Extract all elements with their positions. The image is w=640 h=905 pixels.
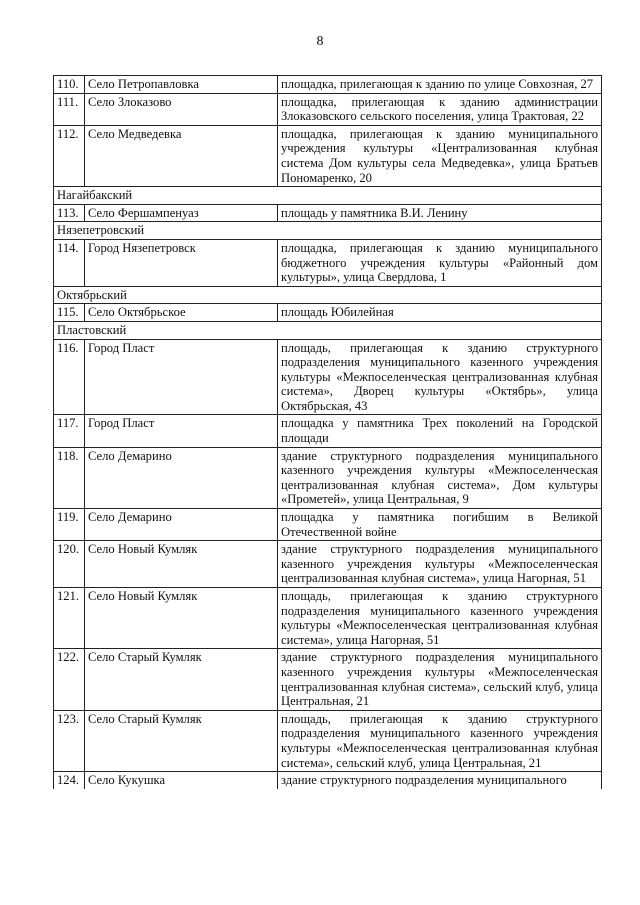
settlement-name: Село Демарино [85, 447, 278, 508]
table-row [54, 339, 602, 415]
location-description: площадь, прилегающая к зданию структурного подразделения муниципального казенного учреждения культуры «Межпоселенческая централизованная клубная система», улица Нагорная, 51 [278, 588, 602, 649]
region-row [54, 222, 602, 240]
row-number: 111. [54, 93, 85, 125]
location-description: здание структурного подразделения муниципального казенного учреждения культуры «Межпоселенческая централизованная клубная система», улица Нагорная, 51 [278, 541, 602, 588]
table-row [54, 772, 602, 789]
location-description: площадь у памятника В.И. Ленину [278, 204, 602, 222]
region-name: Нязепетровский [54, 222, 602, 240]
table-row [54, 447, 602, 508]
location-description: площадь Юбилейная [278, 304, 602, 322]
table-row [54, 125, 602, 186]
row-number: 122. [54, 649, 85, 710]
settlement-name: Село Новый Кумляк [85, 588, 278, 649]
row-number: 112. [54, 125, 85, 186]
location-description: площадь, прилегающая к зданию структурного подразделения муниципального казенного учреждения культуры «Межпоселенческая централизованная клубная система», Дворец культуры «Октябрь», улица Октябрьская, 43 [278, 339, 602, 415]
settlement-name: Село Старый Кумляк [85, 710, 278, 771]
settlement-name: Село Новый Кумляк [85, 541, 278, 588]
settlement-name: Село Петропавловка [85, 76, 278, 94]
table-row [54, 204, 602, 222]
settlement-name: Село Октябрьское [85, 304, 278, 322]
settlement-name: Село Медведевка [85, 125, 278, 186]
row-number: 115. [54, 304, 85, 322]
row-number: 121. [54, 588, 85, 649]
table-row [54, 93, 602, 125]
row-number: 123. [54, 710, 85, 771]
region-row [54, 321, 602, 339]
row-number: 113. [54, 204, 85, 222]
table-row [54, 304, 602, 322]
table-row [54, 509, 602, 541]
location-description: площадка, прилегающая к зданию администрации Злоказовского сельского поселения, улица Трактовая, 22 [278, 93, 602, 125]
settlement-name: Город Пласт [85, 415, 278, 447]
location-description: площадка, прилегающая к зданию муниципального бюджетного учреждения культуры «Районный дом культуры», улица Свердлова, 1 [278, 239, 602, 286]
places-table-body [54, 76, 602, 789]
table-row [54, 588, 602, 649]
location-description: здание структурного подразделения муниципального [278, 772, 602, 789]
location-description: площадка у памятника погибшим в Великой Отечественной войне [278, 509, 602, 541]
table-row [54, 710, 602, 771]
region-name: Пластовский [54, 321, 602, 339]
settlement-name: Город Пласт [85, 339, 278, 415]
region-name: Нагайбакский [54, 187, 602, 205]
location-description: площадка, прилегающая к зданию по улице Совхозная, 27 [278, 76, 602, 94]
table-row [54, 239, 602, 286]
row-number: 120. [54, 541, 85, 588]
page-number: 8 [316, 34, 324, 49]
table-row [54, 649, 602, 710]
row-number: 117. [54, 415, 85, 447]
settlement-name: Село Кукушка [85, 772, 278, 789]
location-description: площадка, прилегающая к зданию муниципального учреждения культуры «Централизованная клубная система Дом культуры села Медведевка», улица Братьев Пономаренко, 20 [278, 125, 602, 186]
settlement-name: Село Фершампенуаз [85, 204, 278, 222]
row-number: 119. [54, 509, 85, 541]
location-description: здание структурного подразделения муниципального казенного учреждения культуры «Межпоселенческая централизованная клубная система», сельский клуб, улица Центральная, 21 [278, 649, 602, 710]
table-row [54, 541, 602, 588]
row-number: 110. [54, 76, 85, 94]
region-row [54, 187, 602, 205]
row-number: 116. [54, 339, 85, 415]
location-description: площадка у памятника Трех поколений на Городской площади [278, 415, 602, 447]
settlement-name: Село Демарино [85, 509, 278, 541]
region-name: Октябрьский [54, 286, 602, 304]
row-number: 124. [54, 772, 85, 789]
settlement-name: Село Злоказово [85, 93, 278, 125]
settlement-name: Город Нязепетровск [85, 239, 278, 286]
region-row [54, 286, 602, 304]
table-row [54, 76, 602, 94]
table-row [54, 415, 602, 447]
row-number: 114. [54, 239, 85, 286]
row-number: 118. [54, 447, 85, 508]
location-description: здание структурного подразделения муниципального казенного учреждения культуры «Межпоселенческая централизованная клубная система», Дом культуры «Прометей», улица Центральная, 9 [278, 447, 602, 508]
places-table [53, 75, 602, 789]
location-description: площадь, прилегающая к зданию структурного подразделения муниципального казенного учреждения культуры «Межпоселенческая централизованная клубная система», сельский клуб, улица Центральная, 21 [278, 710, 602, 771]
settlement-name: Село Старый Кумляк [85, 649, 278, 710]
